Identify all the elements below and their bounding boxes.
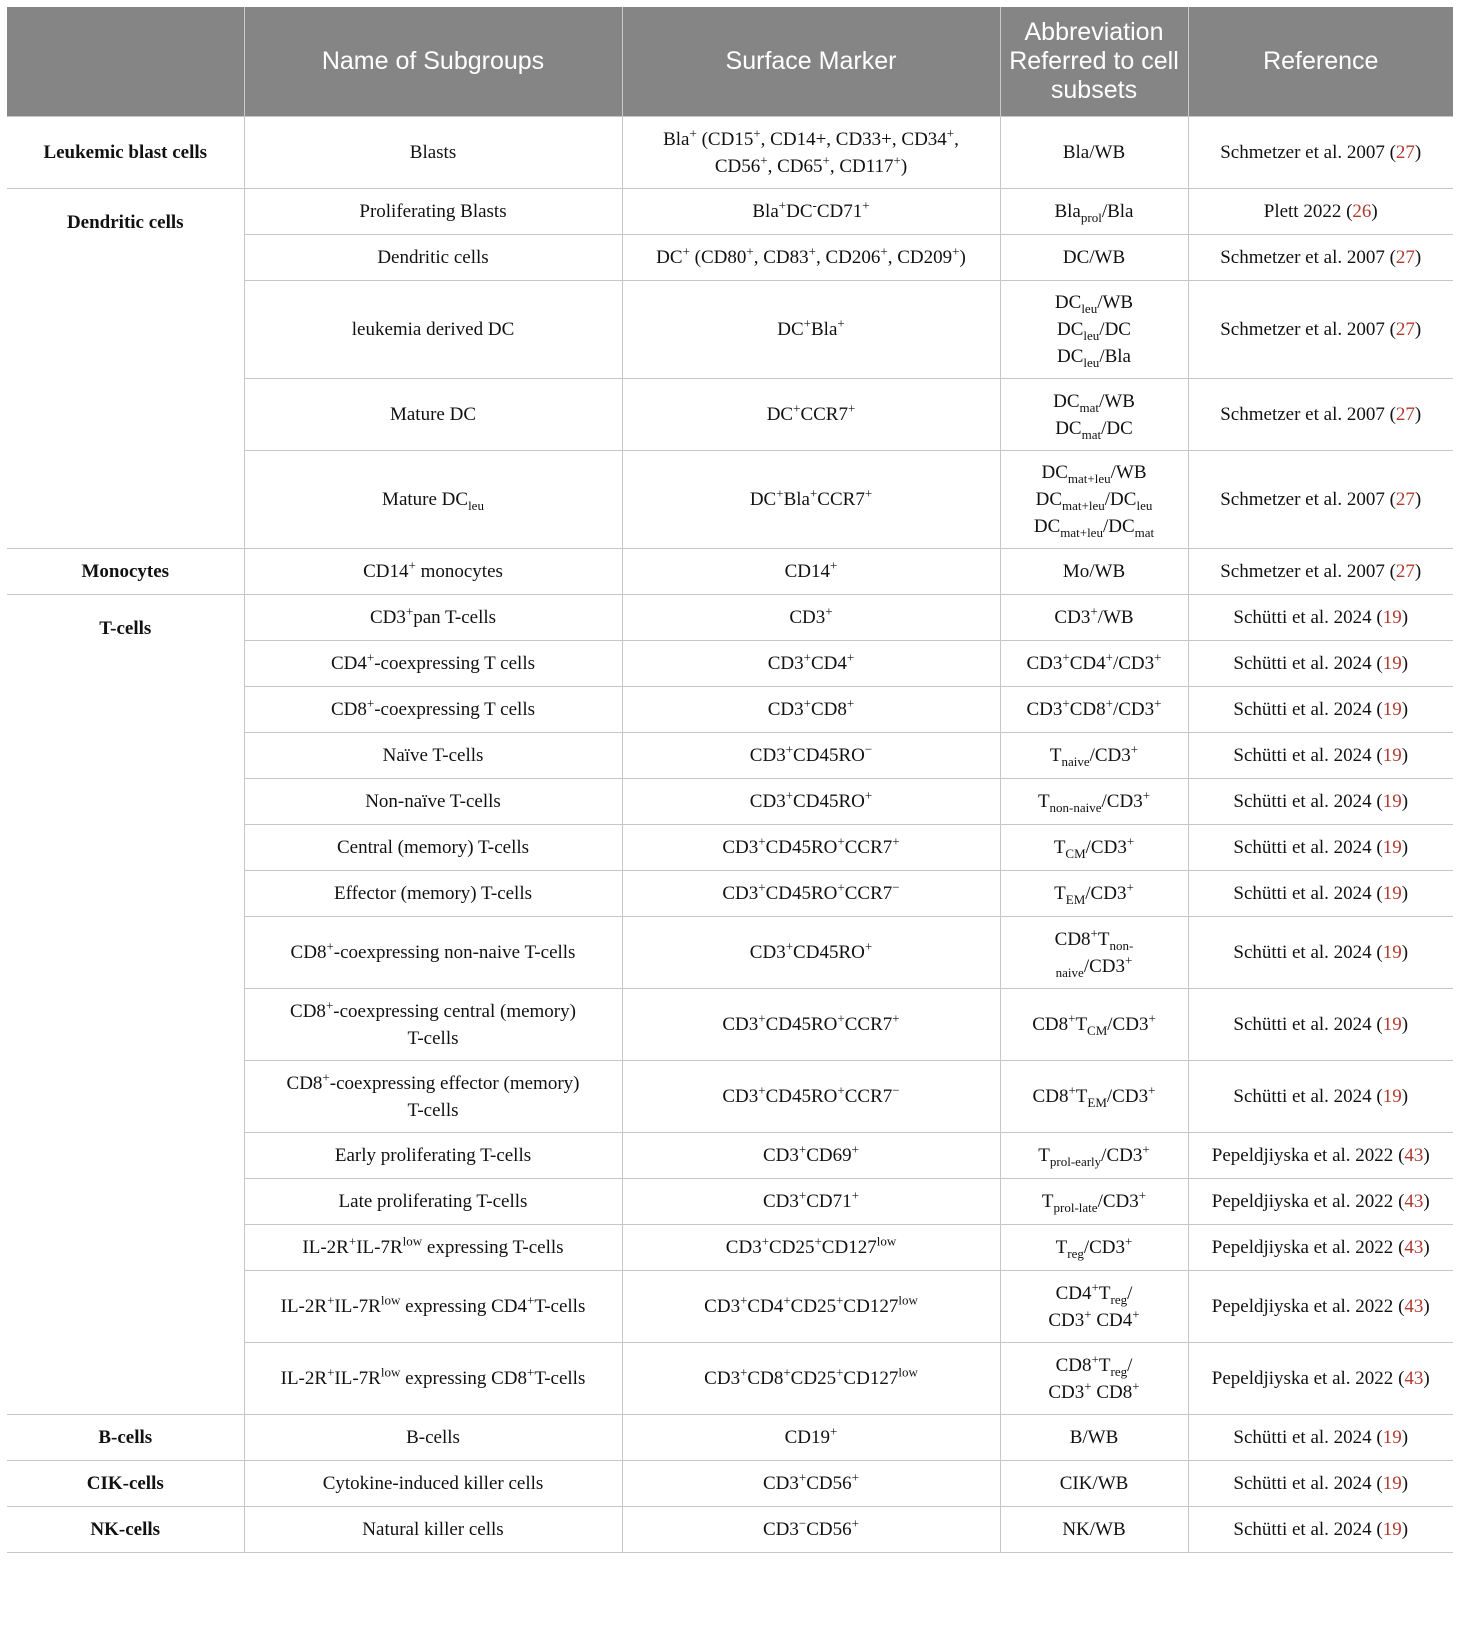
reference-text: Schmetzer et al. 2007 xyxy=(1220,404,1385,425)
reference-link[interactable]: 26 xyxy=(1352,201,1372,222)
reference-link[interactable]: 19 xyxy=(1382,1519,1402,1540)
reference-text: Schütti et al. 2024 xyxy=(1233,942,1372,963)
reference-link[interactable]: 19 xyxy=(1382,653,1402,674)
subgroup-name-cell: Dendritic cells xyxy=(244,235,622,281)
reference-cell: Schmetzer et al. 2007 (27) xyxy=(1188,281,1453,379)
surface-marker-cell: DC+CCR7+ xyxy=(622,379,1000,451)
surface-marker-cell: CD3+CD45RO+CCR7+ xyxy=(622,825,1000,871)
reference-link[interactable]: 19 xyxy=(1382,1014,1402,1035)
reference-link[interactable]: 43 xyxy=(1404,1145,1424,1166)
abbreviation-cell: $CD8^+T_{CM}/CD3^+$ xyxy=(1000,989,1188,1061)
reference-link[interactable]: 27 xyxy=(1395,319,1415,340)
reference-link[interactable]: 43 xyxy=(1404,1237,1424,1258)
reference-text: Schmetzer et al. 2007 xyxy=(1220,247,1385,268)
abbreviation-cell: $CD8^+T_{EM}/CD3^+$ xyxy=(1000,1061,1188,1133)
surface-marker-cell: CD3+CD45RO+CCR7− xyxy=(622,871,1000,917)
abbreviation-cell: $DC_{mat}/WB$ $DC_{mat}/DC$ xyxy=(1000,379,1188,451)
reference-text: Schütti et al. 2024 xyxy=(1233,1519,1372,1540)
reference-text: Schütti et al. 2024 xyxy=(1233,837,1372,858)
table-row xyxy=(7,1415,1453,1461)
abbreviation-cell: $CD8^+T_{non-}$ $_{naive}$/CD3+ xyxy=(1000,917,1188,989)
abbreviation-cell: Bla$_{prol}$/Bla xyxy=(1000,189,1188,235)
subgroup-name-cell: CD4+-coexpressing T cells xyxy=(244,641,622,687)
table-row xyxy=(7,117,1453,189)
reference-link[interactable]: 27 xyxy=(1395,404,1415,425)
reference-text: Schmetzer et al. 2007 xyxy=(1220,561,1385,582)
reference-cell: Pepeldjiyska et al. 2022 (43) xyxy=(1188,1271,1453,1343)
surface-marker-cell: CD3+CD45RO+ xyxy=(622,779,1000,825)
surface-marker-cell: CD3+ xyxy=(622,595,1000,641)
reference-cell: Schütti et al. 2024 (19) xyxy=(1188,917,1453,989)
reference-text: Pepeldjiyska et al. 2022 xyxy=(1211,1296,1394,1317)
subgroup-name-cell: CD3+pan T-cells xyxy=(244,595,622,641)
surface-marker-cell: DC+ (CD80+, CD83+, CD206+, CD209+) xyxy=(622,235,1000,281)
reference-cell: Schütti et al. 2024 (19) xyxy=(1188,1461,1453,1507)
group-cell: NK-cells xyxy=(7,1507,244,1553)
surface-marker-cell: DC+Bla+CCR7+ xyxy=(622,451,1000,549)
subgroup-name-cell: $IL-2R^+IL-7R^{low}$ expressing T-cells xyxy=(244,1225,622,1271)
reference-text: Pepeldjiyska et al. 2022 xyxy=(1211,1191,1394,1212)
surface-marker-cell: CD3+CD71+ xyxy=(622,1179,1000,1225)
reference-cell: Schmetzer et al. 2007 (27) xyxy=(1188,117,1453,189)
reference-text: Schmetzer et al. 2007 xyxy=(1220,489,1385,510)
reference-text: Schütti et al. 2024 xyxy=(1233,607,1372,628)
subgroup-name-cell: Effector (memory) T-cells xyxy=(244,871,622,917)
reference-cell: Schütti et al. 2024 (19) xyxy=(1188,687,1453,733)
reference-cell: Schütti et al. 2024 (19) xyxy=(1188,871,1453,917)
surface-marker-cell: CD3+CD4+ xyxy=(622,641,1000,687)
subgroup-name-cell: B-cells xyxy=(244,1415,622,1461)
subgroup-name-cell: $IL-2R^+IL-7R^{low}$ expressing CD8+T-cells xyxy=(244,1343,622,1415)
reference-cell: Schütti et al. 2024 (19) xyxy=(1188,1061,1453,1133)
abbreviation-cell: $T_{CM}/CD3^+$ xyxy=(1000,825,1188,871)
reference-text: Schütti et al. 2024 xyxy=(1233,699,1372,720)
reference-text: Pepeldjiyska et al. 2022 xyxy=(1211,1237,1394,1258)
reference-text: Plett 2022 xyxy=(1263,201,1342,222)
subgroup-name-cell: Proliferating Blasts xyxy=(244,189,622,235)
header-cell-group xyxy=(7,7,244,117)
group-cell: B-cells xyxy=(7,1415,244,1461)
abbreviation-cell: NK/WB xyxy=(1000,1507,1188,1553)
reference-cell: Pepeldjiyska et al. 2022 (43) xyxy=(1188,1179,1453,1225)
abbreviation-cell: $DC_{leu}/WB$ $DC_{leu}/DC$ $DC_{leu}$/Bla xyxy=(1000,281,1188,379)
header-cell-name: Name of Subgroups xyxy=(244,7,622,117)
abbreviation-cell: CD3+/WB xyxy=(1000,595,1188,641)
reference-text: Pepeldjiyska et al. 2022 xyxy=(1211,1145,1394,1166)
surface-marker-cell: CD3+CD45RO+ xyxy=(622,917,1000,989)
reference-cell: Schütti et al. 2024 (19) xyxy=(1188,1415,1453,1461)
abbreviation-cell: Bla/WB xyxy=(1000,117,1188,189)
reference-cell: Schütti et al. 2024 (19) xyxy=(1188,733,1453,779)
abbreviation-cell: $T_{non-naive}/CD3^+$ xyxy=(1000,779,1188,825)
abbreviation-cell: $DC_{mat+leu}/WB$ $DC_{mat+leu}/DC_{leu}$ $DC_{mat+leu}/DC_{mat}$ xyxy=(1000,451,1188,549)
table-row xyxy=(7,1507,1453,1553)
subgroup-name-cell: Naïve T-cells xyxy=(244,733,622,779)
group-cell: CIK-cells xyxy=(7,1461,244,1507)
reference-text: Schmetzer et al. 2007 xyxy=(1220,319,1385,340)
subgroup-name-cell: Blasts xyxy=(244,117,622,189)
reference-link[interactable]: 19 xyxy=(1382,883,1402,904)
table-header xyxy=(7,7,1453,117)
reference-link[interactable]: 19 xyxy=(1382,607,1402,628)
header-cell-reference: Reference xyxy=(1188,7,1453,117)
table-body xyxy=(7,117,1453,1553)
reference-link[interactable]: 19 xyxy=(1382,1427,1402,1448)
subgroup-name-cell: Natural killer cells xyxy=(244,1507,622,1553)
reference-link[interactable]: 19 xyxy=(1382,745,1402,766)
reference-text: Schütti et al. 2024 xyxy=(1233,745,1372,766)
reference-link[interactable]: 43 xyxy=(1404,1296,1424,1317)
reference-link[interactable]: 43 xyxy=(1404,1191,1424,1212)
reference-link[interactable]: 19 xyxy=(1382,791,1402,812)
reference-link[interactable]: 27 xyxy=(1395,142,1415,163)
header-row xyxy=(7,7,1453,117)
reference-cell: Schütti et al. 2024 (19) xyxy=(1188,1507,1453,1553)
reference-link[interactable]: 27 xyxy=(1395,561,1415,582)
subgroup-name-cell: $IL-2R^+IL-7R^{low}$ expressing CD4+T-cells xyxy=(244,1271,622,1343)
reference-cell: Schütti et al. 2024 (19) xyxy=(1188,595,1453,641)
abbreviation-cell: $CD4^+T_{reg}/$ CD3+ CD4+ xyxy=(1000,1271,1188,1343)
subgroup-table xyxy=(7,7,1453,1553)
reference-text: Schmetzer et al. 2007 xyxy=(1220,142,1385,163)
subgroup-name-cell: Cytokine-induced killer cells xyxy=(244,1461,622,1507)
reference-link[interactable]: 27 xyxy=(1395,247,1415,268)
reference-link[interactable]: 19 xyxy=(1382,1086,1402,1107)
table-row xyxy=(7,549,1453,595)
subgroup-name-cell: Mature DC xyxy=(244,379,622,451)
reference-text: Schütti et al. 2024 xyxy=(1233,1086,1372,1107)
group-cell: Monocytes xyxy=(7,549,244,595)
reference-text: Schütti et al. 2024 xyxy=(1233,1427,1372,1448)
reference-cell: Schütti et al. 2024 (19) xyxy=(1188,779,1453,825)
header-cell-abbreviation: Abbreviation Referred to cell subsets xyxy=(1000,7,1188,117)
surface-marker-cell: CD19+ xyxy=(622,1415,1000,1461)
reference-cell: Schmetzer et al. 2007 (27) xyxy=(1188,451,1453,549)
surface-marker-cell: CD14+ xyxy=(622,549,1000,595)
surface-marker-cell: CD3+CD69+ xyxy=(622,1133,1000,1179)
subgroup-name-cell: Early proliferating T-cells xyxy=(244,1133,622,1179)
reference-text: Pepeldjiyska et al. 2022 xyxy=(1211,1368,1394,1389)
surface-marker-cell: CD3+CD45RO+CCR7+ xyxy=(622,989,1000,1061)
reference-link[interactable]: 27 xyxy=(1395,489,1415,510)
reference-link[interactable]: 19 xyxy=(1382,1473,1402,1494)
subgroup-name-cell: CD14+ monocytes xyxy=(244,549,622,595)
abbreviation-cell: CD3+CD8+/CD3+ xyxy=(1000,687,1188,733)
surface-marker-cell: DC+Bla+ xyxy=(622,281,1000,379)
reference-cell: Schütti et al. 2024 (19) xyxy=(1188,641,1453,687)
reference-cell: Plett 2022 (26) xyxy=(1188,189,1453,235)
subgroup-name-cell: Mature $DC_{leu}$ xyxy=(244,451,622,549)
reference-link[interactable]: 19 xyxy=(1382,699,1402,720)
abbreviation-cell: $T_{reg}/CD3^+$ xyxy=(1000,1225,1188,1271)
reference-cell: Schütti et al. 2024 (19) xyxy=(1188,989,1453,1061)
reference-cell: Pepeldjiyska et al. 2022 (43) xyxy=(1188,1343,1453,1415)
surface-marker-cell: CD3+CD8+ xyxy=(622,687,1000,733)
table-row xyxy=(7,189,1453,235)
abbreviation-cell: CD3+CD4+/CD3+ xyxy=(1000,641,1188,687)
reference-text: Schütti et al. 2024 xyxy=(1233,791,1372,812)
reference-text: Schütti et al. 2024 xyxy=(1233,653,1372,674)
reference-cell: Schmetzer et al. 2007 (27) xyxy=(1188,235,1453,281)
reference-link[interactable]: 19 xyxy=(1382,837,1402,858)
subgroup-name-cell: CD8+-coexpressing effector (memory) T-cells xyxy=(244,1061,622,1133)
subgroup-name-cell: leukemia derived DC xyxy=(244,281,622,379)
reference-text: Schütti et al. 2024 xyxy=(1233,1014,1372,1035)
reference-cell: Pepeldjiyska et al. 2022 (43) xyxy=(1188,1225,1453,1271)
subgroup-name-cell: CD8+-coexpressing T cells xyxy=(244,687,622,733)
abbreviation-cell: $T_{naive}/CD3^+$ xyxy=(1000,733,1188,779)
surface-marker-cell: CD3+CD56+ xyxy=(622,1461,1000,1507)
abbreviation-cell: $CD8^+T_{reg}/$ CD3+ CD8+ xyxy=(1000,1343,1188,1415)
reference-link[interactable]: 19 xyxy=(1382,942,1402,963)
surface-marker-cell: CD3+CD45RO+CCR7− xyxy=(622,1061,1000,1133)
subgroup-name-cell: Central (memory) T-cells xyxy=(244,825,622,871)
surface-marker-cell: $CD3^+CD8^+CD25^+CD127^{low}$ xyxy=(622,1343,1000,1415)
reference-cell: Schmetzer et al. 2007 (27) xyxy=(1188,549,1453,595)
table-row xyxy=(7,595,1453,641)
subgroup-name-cell: CD8+-coexpressing central (memory) T-cells xyxy=(244,989,622,1061)
surface-marker-cell: Bla+ (CD15+, CD14+, CD33+, CD34+, CD56+, CD65+, CD117+) xyxy=(622,117,1000,189)
abbreviation-cell: $T_{EM}/CD3^+$ xyxy=(1000,871,1188,917)
header-cell-marker: Surface Marker xyxy=(622,7,1000,117)
reference-text: Schütti et al. 2024 xyxy=(1233,1473,1372,1494)
surface-marker-cell: CD3−CD56+ xyxy=(622,1507,1000,1553)
reference-cell: Pepeldjiyska et al. 2022 (43) xyxy=(1188,1133,1453,1179)
reference-text: Schütti et al. 2024 xyxy=(1233,883,1372,904)
surface-marker-cell: $CD3^+CD25^+CD127^{low}$ xyxy=(622,1225,1000,1271)
group-cell: Leukemic blast cells xyxy=(7,117,244,189)
reference-cell: Schmetzer et al. 2007 (27) xyxy=(1188,379,1453,451)
subgroup-name-cell: Late proliferating T-cells xyxy=(244,1179,622,1225)
table-row xyxy=(7,1461,1453,1507)
abbreviation-cell: $T_{prol-early}/CD3^+$ xyxy=(1000,1133,1188,1179)
surface-marker-cell: CD3+CD45RO− xyxy=(622,733,1000,779)
group-cell: T-cells xyxy=(7,595,244,1415)
subgroup-name-cell: CD8+-coexpressing non-naive T-cells xyxy=(244,917,622,989)
subgroup-name-cell: Non-naïve T-cells xyxy=(244,779,622,825)
abbreviation-cell: $T_{prol-late}/CD3^+$ xyxy=(1000,1179,1188,1225)
group-cell: Dendritic cells xyxy=(7,189,244,549)
reference-cell: Schütti et al. 2024 (19) xyxy=(1188,825,1453,871)
surface-marker-cell: $CD3^+CD4^+CD25^+CD127^{low}$ xyxy=(622,1271,1000,1343)
abbreviation-cell: DC/WB xyxy=(1000,235,1188,281)
abbreviation-cell: CIK/WB xyxy=(1000,1461,1188,1507)
abbreviation-cell: B/WB xyxy=(1000,1415,1188,1461)
abbreviation-cell: Mo/WB xyxy=(1000,549,1188,595)
reference-link[interactable]: 43 xyxy=(1404,1368,1424,1389)
surface-marker-cell: Bla+DC-CD71+ xyxy=(622,189,1000,235)
